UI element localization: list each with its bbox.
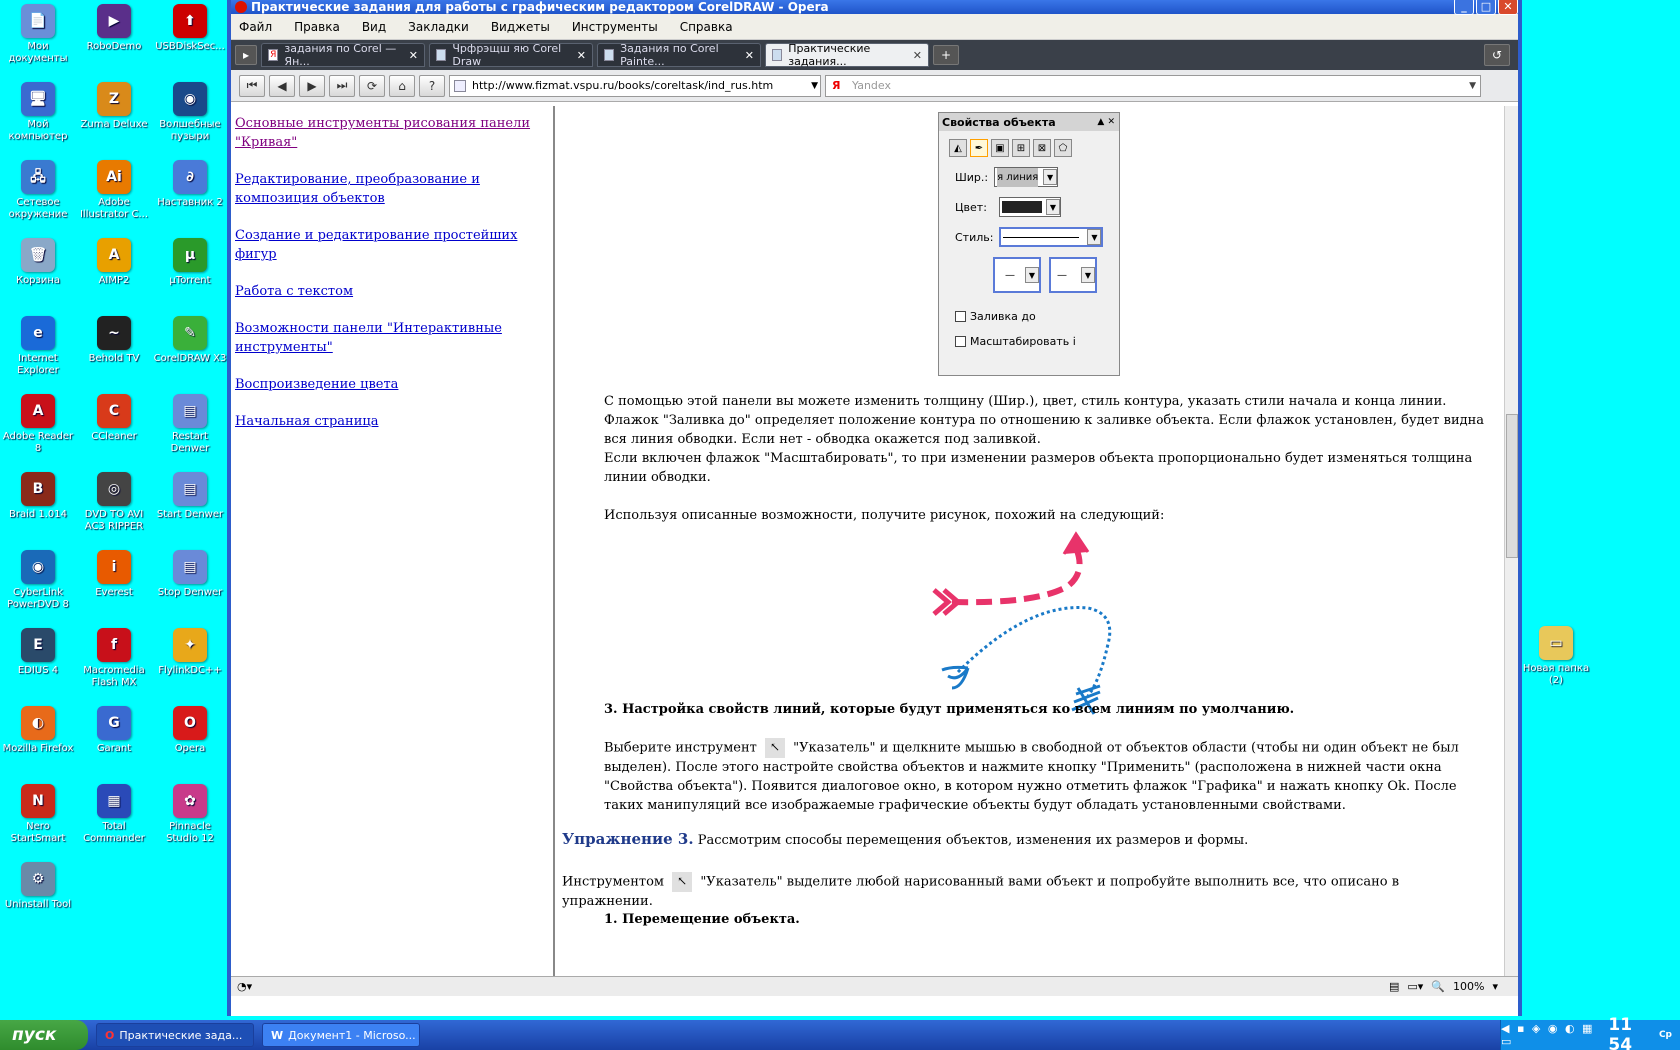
outline-pen-icon: ✒ — [970, 139, 988, 157]
taskbar — [0, 1015, 1680, 1050]
desktop-icon[interactable] — [0, 706, 76, 755]
chevron-down-icon: ▼ — [1087, 229, 1101, 245]
color-swatch — [1002, 201, 1042, 213]
exercise-3 — [562, 830, 1492, 850]
desktop-icon[interactable] — [1518, 626, 1594, 687]
tab-close-icon[interactable]: ✕ — [912, 48, 922, 62]
width-value: я линия — [997, 168, 1038, 187]
exercise-text: Рассмотрим способы перемещения объектов, изменения их размеров и формы. — [693, 833, 1249, 848]
vertical-scrollbar[interactable] — [1504, 106, 1518, 996]
pointer-tool-icon: ↖ — [765, 738, 785, 758]
desktop-app-icon: G — [97, 706, 131, 740]
view-icon[interactable]: ▭▾ — [1407, 980, 1424, 993]
desktop-icon-label: Macromedia Flash MX — [83, 665, 145, 688]
desktop-app-icon: N — [21, 784, 55, 818]
zoom-icon: 🔍 — [1431, 980, 1446, 993]
desktop-icon-label: Волшебные пузыри — [159, 119, 221, 142]
nav-link-home[interactable]: Начальная страница — [235, 414, 379, 429]
desktop-icon[interactable] — [152, 706, 228, 755]
zoom-level[interactable]: 100% — [1453, 980, 1485, 993]
desktop-app-icon: B — [21, 472, 55, 506]
desktop-app-icon: A — [97, 238, 131, 272]
desktop-icon-label: Сетевое окружение — [8, 197, 68, 220]
panel-controls-icon: ▲ ✕ — [1097, 116, 1115, 127]
desktop-app-icon: ⬆ — [173, 4, 207, 38]
tab-1[interactable] — [261, 43, 425, 67]
nav-link-shapes[interactable]: Создание и редактирование простейших фигур — [235, 228, 518, 262]
yandex-icon: Я — [832, 79, 841, 92]
menu-file[interactable]: Файл — [239, 19, 273, 34]
desktop-icon[interactable] — [152, 238, 228, 287]
desktop-icon[interactable] — [152, 628, 228, 677]
search-field[interactable] — [825, 75, 1481, 97]
section-heading-3: 3. Настройка свойств линий, которые будут применяться ко всем линиям по умолчанию. — [604, 702, 1295, 717]
desktop-app-icon: 🖥 — [21, 82, 55, 116]
status-bar — [231, 976, 1518, 996]
desktop-app-icon: ▤ — [173, 550, 207, 584]
panel-tabs — [949, 139, 1109, 157]
desktop-icon-label: Internet Explorer — [17, 353, 59, 376]
desktop-icon[interactable] — [0, 160, 76, 221]
tray-icons[interactable]: ◀ ▪ ◈ ◉ ◐ ▦ ▭ — [1501, 1022, 1595, 1048]
desktop-icon[interactable] — [76, 160, 152, 221]
tab-3[interactable] — [597, 43, 761, 67]
desktop-icon-label: Behold TV — [88, 353, 140, 364]
tab-label: задания по Corel — Ян... — [284, 42, 397, 68]
checkbox-icon — [955, 336, 966, 347]
tab-2[interactable] — [429, 43, 593, 67]
nav-link-text[interactable]: Работа с текстом — [235, 284, 354, 299]
fill-behind-label: Заливка до — [970, 310, 1036, 323]
desktop-app-icon: ◐ — [21, 706, 55, 740]
desktop-icon-label: Opera — [174, 743, 206, 754]
desktop-icon[interactable] — [152, 472, 228, 521]
menu-widgets[interactable]: Виджеты — [490, 19, 550, 34]
tab-label: Задания по Corel Painte... — [620, 42, 719, 68]
fast-forward-icon[interactable]: ⏭ — [329, 75, 355, 97]
task-label: Документ1 - Microso... — [288, 1028, 416, 1042]
pointer-tool-icon: ↖ — [672, 872, 692, 892]
desktop-icon[interactable] — [0, 628, 76, 677]
tab-bar — [231, 40, 1518, 70]
desktop-icon-label: Mozilla Firefox — [2, 743, 74, 754]
polygon-icon: ⬠ — [1054, 139, 1072, 157]
desktop-icon[interactable] — [152, 316, 228, 365]
scale-label: Масштабировать і — [970, 335, 1076, 348]
desktop-icon[interactable] — [0, 862, 76, 911]
desktop-icon-label: FlylinkDC++ — [158, 665, 222, 676]
object-properties-panel — [938, 112, 1120, 376]
close-button[interactable]: ✕ — [1498, 0, 1518, 15]
desktop-icon-label: Nero StartSmart — [10, 821, 66, 844]
system-tray — [1500, 1015, 1680, 1050]
pink-arrowhead — [1064, 534, 1088, 554]
desktop-icon-label: Zuma Deluxe — [80, 119, 148, 130]
desktop-icon-label: AIMP2 — [98, 275, 130, 286]
desktop-app-icon: A — [21, 394, 55, 428]
desktop-app-icon: O — [173, 706, 207, 740]
desktop-icon-label: DVD TO AVI AC3 RIPPER — [84, 509, 144, 532]
desktop-icon-label: Start Denwer — [156, 509, 224, 520]
blue-dotted-arrow — [958, 608, 1110, 696]
transform-icon: ⊞ — [1012, 139, 1030, 157]
speed-dial-icon[interactable]: ◔▾ — [237, 980, 253, 993]
nav-link-color[interactable]: Воспроизведение цвета — [235, 377, 399, 392]
desktop-icon[interactable] — [76, 472, 152, 533]
yandex-favicon-icon: Я — [268, 49, 278, 61]
desktop-app-icon: µ — [173, 238, 207, 272]
desktop-icon[interactable] — [152, 4, 228, 53]
desktop-app-icon: ✎ — [173, 316, 207, 350]
scale-checkbox — [955, 332, 1119, 351]
paragraph-1: С помощью этой панели вы можете изменить толщину (Шир.), цвет, стиль контура, указать стили начала и конца линии. — [604, 394, 1447, 409]
page-content — [231, 106, 1518, 996]
desktop-icon-label: Stop Denwer — [157, 587, 223, 598]
desktop-app-icon: ▤ — [173, 472, 207, 506]
desktop-icon-label: Мой компьютер — [8, 119, 68, 142]
task-label: Практические зада... — [119, 1028, 243, 1042]
paragraph-4: Используя описанные возможности, получите рисунок, похожий на следующий: — [604, 508, 1165, 523]
home-icon[interactable]: ⌂ — [389, 75, 415, 97]
grid-icon: ⊠ — [1033, 139, 1051, 157]
opera-icon — [235, 1, 247, 13]
section-heading-move: 1. Перемещение объекта. — [604, 912, 800, 927]
tab-close-icon[interactable]: ✕ — [408, 48, 418, 62]
paragraph-6-rest: "Указатель" выделите любой нарисованный вами объект и попробуйте выполнить все, что описано в упражнении. — [562, 874, 1400, 909]
chevron-down-icon: ▼ — [1081, 267, 1095, 283]
desktop-app-icon: ▶ — [97, 4, 131, 38]
page-favicon-icon — [436, 49, 446, 61]
desktop-app-icon: e — [21, 316, 55, 350]
tab-4-active[interactable] — [765, 43, 929, 67]
search-placeholder: Yandex — [852, 79, 891, 92]
fill-icon: ◭ — [949, 139, 967, 157]
start-label: пуск — [12, 1025, 57, 1045]
desktop-app-icon: ◉ — [21, 550, 55, 584]
desktop-icon-label: Garant — [96, 743, 132, 754]
desktop-app-icon: 📄 — [21, 4, 55, 38]
desktop-app-icon: f — [97, 628, 131, 662]
desktop-app-icon: Z — [97, 82, 131, 116]
desktop-icon-label: Braid 1.014 — [8, 509, 68, 520]
desktop-app-icon: ⚙ — [21, 862, 55, 896]
desktop-icon[interactable] — [76, 706, 152, 755]
desktop-icon[interactable] — [0, 4, 76, 65]
desktop-app-icon: ◎ — [97, 472, 131, 506]
menu-help[interactable]: Справка — [679, 19, 733, 34]
panel-title-bar — [939, 113, 1119, 131]
clock: 11 54 — [1608, 1015, 1633, 1050]
arrow-start-icon: — — [1005, 269, 1015, 281]
paragraph-5 — [604, 738, 1494, 815]
tab-close-icon[interactable]: ✕ — [576, 48, 586, 62]
new-tab-button[interactable]: + — [933, 45, 959, 65]
desktop-icon-label: USBDiskSec... — [155, 41, 225, 52]
minimize-button[interactable]: _ — [1454, 0, 1474, 15]
scrollbar-thumb[interactable] — [1506, 414, 1518, 558]
desktop-icon[interactable] — [76, 784, 152, 845]
width-select — [994, 167, 1058, 187]
clock-day: Ср — [1658, 1030, 1672, 1040]
title-bar — [231, 0, 1518, 14]
desktop-icon[interactable] — [0, 394, 76, 455]
chevron-down-icon[interactable]: ▼ — [811, 80, 818, 91]
desktop-icon-label: Adobe Illustrator C... — [79, 197, 149, 220]
start-arrow-select — [993, 257, 1041, 293]
chevron-down-icon[interactable]: ▾ — [1492, 980, 1498, 993]
forward-icon[interactable]: ▶ — [299, 75, 325, 97]
desktop-icon-label: Restart Denwer — [170, 431, 210, 454]
desktop-icon-label: CorelDRAW X3 — [153, 353, 227, 364]
info-icon[interactable]: ? — [419, 75, 445, 97]
paragraph-6 — [562, 872, 1492, 911]
desktop-icon[interactable] — [152, 160, 228, 209]
tab-label: Практические задания... — [788, 42, 871, 68]
task-opera[interactable] — [96, 1023, 254, 1047]
start-button[interactable] — [0, 1020, 88, 1050]
desktop-icon-label: CyberLink PowerDVD 8 — [7, 587, 69, 610]
paragraph-2: Флажок "Заливка до" определяет положение контура по отношению к заливке объекта. Если флажок установлен, будет видна вся линия обводки. Если нет - обводка окажется под заливкой. — [604, 413, 1485, 447]
desktop-app-icon: C — [97, 394, 131, 428]
desktop-icon[interactable] — [76, 4, 152, 53]
rewind-icon[interactable]: ⏮ — [239, 75, 265, 97]
pink-tail-feathers — [934, 590, 958, 614]
width-label: Шир.: — [955, 170, 989, 184]
paragraph-6-start: Инструментом — [562, 874, 665, 890]
page-favicon-icon — [772, 49, 782, 61]
desktop-app-icon: 🖧 — [21, 160, 55, 194]
panel-title: Свойства объекта — [942, 115, 1056, 129]
main-article — [558, 106, 1504, 996]
menu-edit[interactable]: Правка — [294, 19, 340, 34]
page-icon — [454, 80, 466, 92]
back-icon[interactable]: ◀ — [269, 75, 295, 97]
paragraph-3: Если включен флажок "Масштабировать", то при изменении размеров объекта пропорционально будет изменяться толщина линии обводки. — [604, 451, 1473, 485]
page-favicon-icon — [604, 49, 614, 61]
paragraph-5-start: Выберите инструмент — [604, 740, 757, 756]
desktop-icon[interactable] — [152, 550, 228, 599]
chevron-down-icon: ▼ — [1046, 199, 1060, 215]
desktop-app-icon: ▦ — [97, 784, 131, 818]
desktop-icon-label: Корзина — [15, 275, 61, 286]
desktop-icon[interactable] — [76, 394, 152, 443]
desktop-app-icon: ▤ — [173, 394, 207, 428]
desktop-icon[interactable] — [0, 316, 76, 377]
desktop-icon-label: Uninstall Tool — [4, 899, 72, 910]
chevron-down-icon: ▼ — [1025, 267, 1039, 283]
desktop-app-icon: E — [21, 628, 55, 662]
desktop-icon[interactable] — [76, 550, 152, 599]
color-label: Цвет: — [955, 200, 987, 214]
desktop-icon-label: Новая папка (2) — [1522, 663, 1590, 686]
reload-icon[interactable]: ⟳ — [359, 75, 385, 97]
word-icon: W — [271, 1028, 284, 1042]
address-field[interactable] — [449, 75, 821, 97]
tab-close-icon[interactable]: ✕ — [744, 48, 754, 62]
outline-icon: ▣ — [991, 139, 1009, 157]
nav-link-interactive[interactable]: Возможности панели "Интерактивные инструменты" — [235, 321, 502, 355]
maximize-button[interactable]: □ — [1476, 0, 1496, 15]
exercise-title: Упражнение 3. — [562, 830, 694, 848]
desktop-app-icon: ✦ — [173, 628, 207, 662]
desktop-app-icon: ◉ — [173, 82, 207, 116]
menu-bookmarks[interactable]: Закладки — [408, 19, 469, 34]
desktop-icon-label: Pinnacle Studio 12 — [166, 821, 214, 844]
desktop-icon[interactable] — [0, 472, 76, 521]
desktop-app-icon: ~ — [97, 316, 131, 350]
trash-can-icon[interactable]: ↺ — [1484, 44, 1510, 66]
desktop-icon-label: Total Commander — [83, 821, 145, 844]
fill-behind-checkbox — [955, 307, 1119, 326]
desktop-icon[interactable] — [76, 628, 152, 689]
panel-icon[interactable]: ▤ — [1388, 980, 1400, 993]
arrow-end-icon: — — [1057, 269, 1067, 281]
desktop-app-icon: i — [97, 550, 131, 584]
chevron-down-icon: ▼ — [1043, 169, 1057, 185]
desktop-app-icon: Ai — [97, 160, 131, 194]
style-select — [999, 227, 1103, 247]
desktop-icon[interactable] — [0, 550, 76, 611]
opera-icon: O — [105, 1028, 115, 1042]
arrows-illustration — [928, 526, 1168, 726]
desktop-app-icon: ∂ — [173, 160, 207, 194]
tab-label: Чрфрэщш яю Corel Draw — [452, 42, 562, 68]
color-select — [999, 197, 1061, 217]
nav-link-curve-tools[interactable]: Основные инструменты рисования панели "Кривая" — [235, 116, 531, 150]
end-arrow-select — [1049, 257, 1097, 293]
desktop-app-icon: ▭ — [1539, 626, 1573, 660]
menu-view[interactable]: Вид — [361, 19, 387, 34]
desktop-icon[interactable] — [76, 82, 152, 131]
blue-trident-head — [942, 667, 968, 688]
desktop-icon-label: Наставник 2 — [157, 197, 223, 208]
desktop-app-icon: 🗑 — [21, 238, 55, 272]
left-navigation — [231, 106, 555, 996]
desktop-icon[interactable] — [152, 784, 228, 845]
desktop-icon-label: RoboDemo — [86, 41, 142, 52]
address-toolbar — [231, 70, 1518, 102]
desktop-app-icon: ✿ — [173, 784, 207, 818]
pink-dashed-arrow — [952, 548, 1080, 602]
desktop-icon[interactable] — [0, 82, 76, 143]
nav-link-editing[interactable]: Редактирование, преобразование и композиция объектов — [235, 172, 480, 206]
url-text: http://www.fizmat.vspu.ru/books/coreltask/ind_rus.htm — [472, 79, 774, 92]
desktop-icon-label: Everest — [95, 587, 133, 598]
desktop-icon-label: EDIUS 4 — [17, 665, 59, 676]
paragraph-5-rest: "Указатель" и щелкните мышью в свободной от объектов области (чтобы ни один объект не был выделен). После этого настройте свойства объектов и нажмите кнопку "Применить" (расположена в нижней части окна "Свойства объекта"). Появится диалоговое окно, в котором нужно отметить флажок "Графика" и нажать кнопку Ok. После таких манипуляций все изображаемые графические объекты будут обладать установленными свойствами. — [604, 740, 1459, 813]
desktop-icon[interactable] — [0, 238, 76, 287]
desktop-icon-label: µTorrent — [169, 275, 211, 286]
panel-toggle-icon[interactable]: ▸ — [235, 45, 257, 65]
window-title: Практические задания для работы с графическим редактором CorelDRAW - Opera — [251, 0, 829, 14]
opera-window — [227, 0, 1522, 1016]
desktop-icon-label: CCleaner — [91, 431, 137, 442]
desktop-icon[interactable] — [0, 784, 76, 845]
desktop-icon-label: Мои документы — [8, 41, 68, 64]
style-label: Стиль: — [955, 230, 994, 244]
menu-tools[interactable]: Инструменты — [571, 19, 658, 34]
chevron-down-icon[interactable]: ▼ — [1469, 80, 1476, 91]
line-style-swatch — [1003, 237, 1079, 238]
desktop-icon[interactable] — [76, 316, 152, 365]
desktop-icon-label: Adobe Reader 8 — [2, 431, 74, 454]
task-word[interactable] — [262, 1023, 420, 1047]
desktop-icon[interactable] — [152, 394, 228, 455]
menu-bar — [231, 14, 1518, 40]
desktop-icon[interactable] — [152, 82, 228, 143]
checkbox-icon — [955, 311, 966, 322]
desktop-icon[interactable] — [76, 238, 152, 287]
